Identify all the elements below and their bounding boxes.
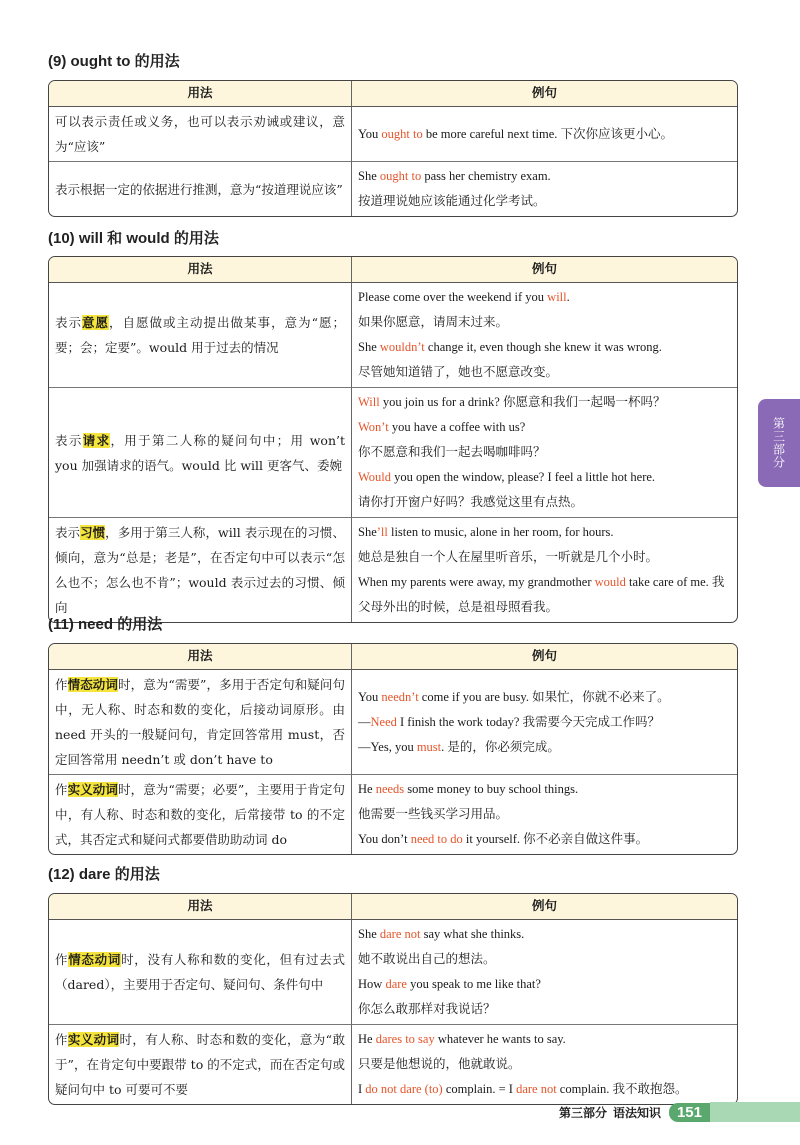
- example-line: 他需要一些钱买学习用品。: [358, 807, 509, 821]
- example-line: —Need I finish the work today? 我需要今天完成工作吗？: [358, 714, 661, 729]
- highlight-term: 情态动词: [67, 677, 118, 692]
- usage-cell: 作实义动词时，有人称、时态和数的变化，意为“敢于”，在肯定句中要跟带 to 的不定式，而在否定句或疑问句中 to 可要可不要: [49, 1024, 352, 1104]
- header-example: 例句: [352, 81, 737, 107]
- example-line: 她总是独自一个人在屋里听音乐，一听就是几个小时。: [358, 550, 659, 564]
- header-usage: 用法: [49, 644, 352, 670]
- example-line: She’ll listen to music, alone in her room, for hours.: [358, 525, 614, 539]
- header-example: 例句: [352, 257, 737, 283]
- example-line: 你怎么敢那样对我说话？: [358, 1002, 496, 1016]
- example-line: 按道理说她应该能通过化学考试。: [358, 194, 546, 208]
- example-line: When my parents were away, my grandmother would take care of me. 我父母外出的时候，总是祖母照看我。: [358, 575, 725, 614]
- example-line: 请你打开窗户好吗？我感觉这里有点热。: [358, 495, 584, 509]
- example-line: 只要是他想说的，他就敢说。: [358, 1057, 521, 1071]
- example-line: Will you join us for a drink? 你愿意和我们一起喝一杯吗？: [358, 395, 666, 409]
- table-need: [48, 643, 738, 855]
- example-line: She wouldn’t change it, even though she knew it was wrong.: [358, 340, 662, 354]
- example-line: You needn’t come if you are busy. 如果忙，你就不必来了。: [358, 689, 670, 704]
- example-line: Won’t you have a coffee with us?: [358, 420, 526, 434]
- highlight-term: 实义动词: [67, 782, 118, 797]
- example-cell: [352, 387, 737, 517]
- example-cell: [352, 920, 737, 1024]
- example-line: She ought to pass her chemistry exam.: [358, 169, 551, 183]
- example-line: 如果你愿意，请周末过来。: [358, 315, 509, 329]
- footer-bar: [710, 1102, 800, 1122]
- usage-cell: 表示意愿，自愿做或主动提出做某事，意为“愿；要；会；定要”。would 用于过去的情况: [49, 283, 352, 387]
- example-cell: [352, 161, 737, 216]
- highlight-term: 意愿: [82, 315, 110, 330]
- example-line: I do not dare (to) complain. = I dare not complain. 我不敢抱怨。: [358, 1082, 688, 1096]
- section-title-ought-to: (9) ought to 的用法: [48, 53, 180, 70]
- example-cell: [352, 1024, 737, 1104]
- header-usage: 用法: [49, 894, 352, 920]
- page-footer: [540, 1097, 800, 1127]
- example-cell: [352, 774, 737, 854]
- table-will-would: [48, 256, 738, 623]
- header-example: 例句: [352, 644, 737, 670]
- usage-cell: 表示根据一定的依据进行推测，意为“按道理说应该”: [49, 161, 352, 216]
- usage-cell: 作情态动词时，意为“需要”，多用于否定句和疑问句中，无人称、时态和数的变化，后接动词原形。由 need 开头的一般疑问句，肯定回答常用 must，否定回答常用 needn’t 或 don’t have to: [49, 670, 352, 774]
- example-cell: [352, 517, 737, 622]
- header-usage: 用法: [49, 81, 352, 107]
- example-line: He dares to say whatever he wants to say.: [358, 1032, 566, 1046]
- usage-cell: 表示习惯，多用于第三人称，will 表示现在的习惯、倾向，意为“总是；老是”，在否定句中可以表示“怎么也不；怎么也不肯”；would 表示过去的习惯、倾向: [49, 517, 352, 622]
- section-title-will-would: (10) will 和 would 的用法: [48, 230, 219, 247]
- page-number: 151: [669, 1103, 710, 1122]
- usage-cell: 可以表示责任或义务，也可以表示劝诫或建议，意为“应该”: [49, 107, 352, 161]
- example-line: Would you open the window, please? I feel a little hot here.: [358, 470, 656, 484]
- usage-cell: 表示请求，用于第二人称的疑问句中；用 won’t you 加强请求的语气。would 比 will 更客气、委婉: [49, 387, 352, 517]
- example-line: Please come over the weekend if you will.: [358, 290, 570, 304]
- header-usage: 用法: [49, 257, 352, 283]
- highlight-term: 情态动词: [68, 952, 122, 967]
- footer-topic: 语法知识: [612, 1105, 661, 1120]
- example-cell: [352, 283, 737, 387]
- usage-cell: 作实义动词时，意为“需要；必要”，主要用于肯定句中，有人称、时态和数的变化，后常接带 to 的不定式，其否定式和疑问式都要借助助动词 do: [49, 774, 352, 854]
- usage-cell: 作情态动词时，没有人称和数的变化，但有过去式（dared），主要用于否定句、疑问句、条件句中: [49, 920, 352, 1024]
- section-title-dare: (12) dare 的用法: [48, 866, 160, 883]
- example-line: 你不愿意和我们一起去喝咖啡吗？: [358, 445, 546, 459]
- highlight-term: 习惯: [80, 525, 106, 540]
- example-line: She dare not say what she thinks.: [358, 927, 525, 941]
- example-cell: [352, 107, 737, 161]
- part-side-tab: 第三部分: [758, 399, 800, 487]
- example-line: He needs some money to buy school things.: [358, 782, 579, 796]
- example-line: How dare you speak to me like that?: [358, 977, 541, 991]
- footer-part: 第三部分: [558, 1105, 607, 1120]
- section-title-need: (11) need 的用法: [48, 616, 163, 633]
- highlight-term: 实义动词: [67, 1032, 120, 1047]
- example-line: —Yes, you must. 是的，你必须完成。: [358, 739, 560, 754]
- header-example: 例句: [352, 894, 737, 920]
- example-line: 尽管她知道错了，她也不愿意改变。: [358, 365, 559, 379]
- table-ought-to: [48, 80, 738, 217]
- highlight-term: 请求: [82, 432, 111, 448]
- table-dare: [48, 893, 738, 1105]
- example-line: 她不敢说出自己的想法。: [358, 952, 496, 966]
- example-line: You don’t need to do it yourself. 你不必亲自做这件事。: [358, 832, 649, 846]
- example-cell: [352, 670, 737, 774]
- example-line: You ought to be more careful next time. 下次你应该更小心。: [358, 126, 674, 141]
